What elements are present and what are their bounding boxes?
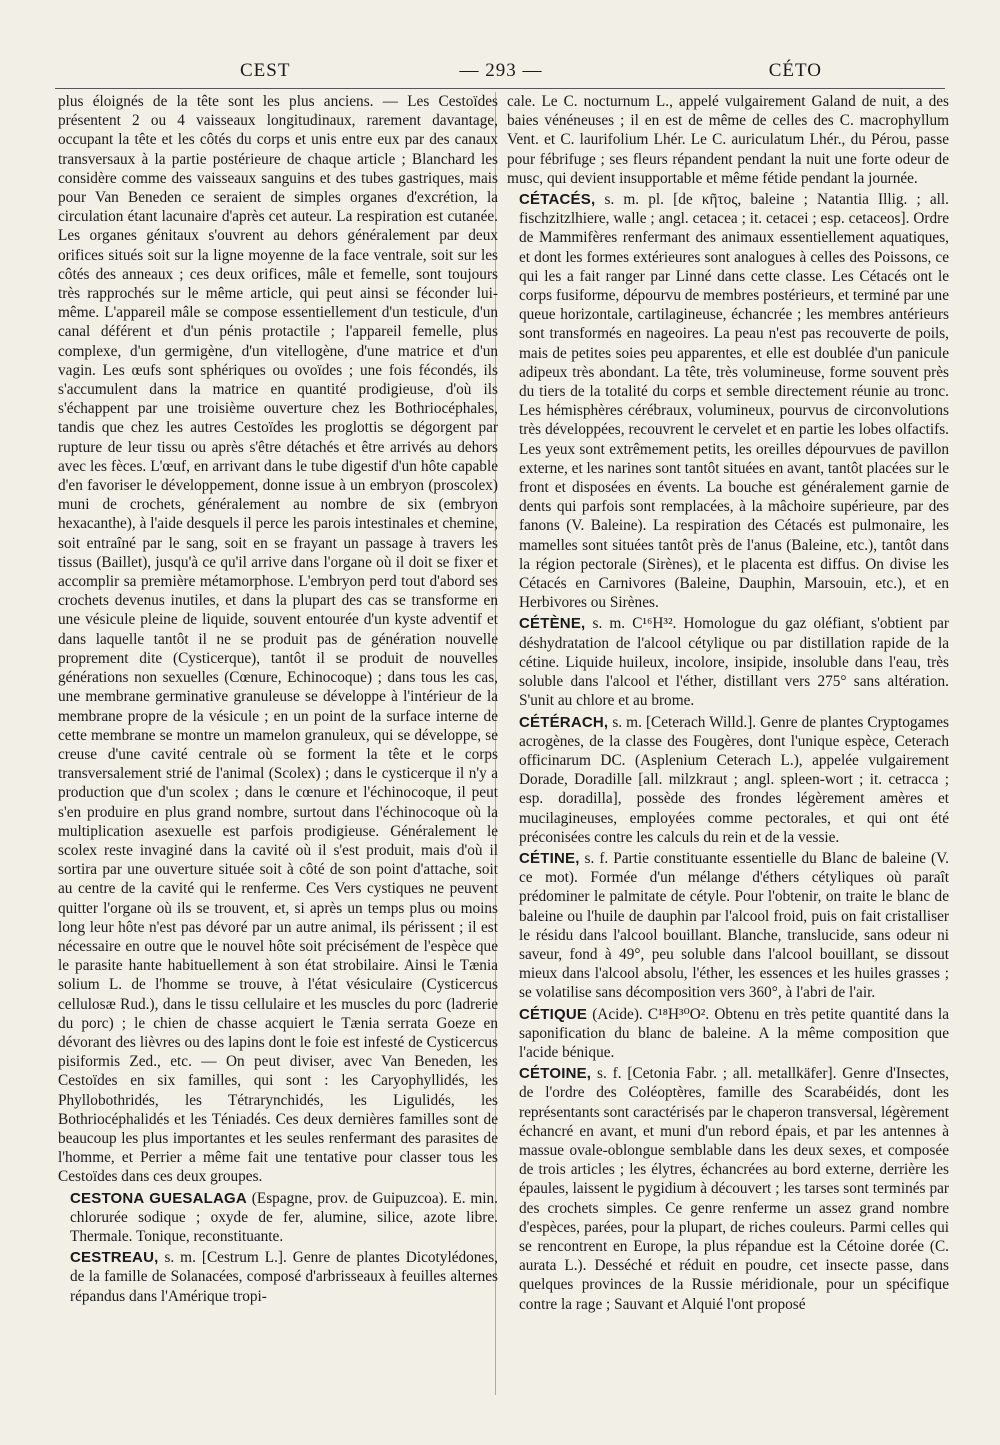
header-rule — [55, 88, 945, 89]
running-header — [60, 60, 942, 90]
dictionary-entry — [507, 614, 949, 710]
entry-body: s. f. [Cetonia Fabr. ; all. metallkäfer]. Genre d'Insectes, de l'ordre des Coléoptères, famille des Scarabéidés, dont les représentants sont caractérisés par le chaperon transversal, légèrement échancré en avant, et muni d'un rebord épais, et par les antennes à massue ovale-oblongue semblable dans les deux sexes, et composée de trois articles ; les élytres, échancrées au bord externe, derrière les épaules, laissent le pygidium à découvert ; les tarses sont terminés par des crochets simples. Ce genre renferme un assez grand nombre d'espèces, parées, pour la plupart, de riches couleurs. Parmi celles qui se rencontrent en Europe, la plus répandue est la Cétoine dorée (C. aurata L.). Desséché et réduit en poudre, cet insecte passe, dans quelques provinces de la Russie méridionale, pour un spécifique contre la rage ; Sauvant et Alquié l'ont proposé — [519, 1065, 949, 1313]
entry-headword: CÉTÈNE, — [519, 615, 586, 633]
dictionary-entry — [507, 1005, 949, 1063]
entry-headword: CÉTOINE, — [519, 1065, 592, 1083]
header-left-word: CEST — [240, 60, 291, 81]
entry-body: s. m. [Cestrum L.]. Genre de plantes Dicotylédones, de la famille de Solanacées, composé d'arbrisseaux à feuilles alternes répandus dans l'Amérique tropi- — [70, 1249, 498, 1305]
entry-body: (Espagne, prov. de Guipuzcoa). E. min. chlorurée sodique ; oxyde de fer, alumine, silice, azote libre. Thermale. Tonique, reconstituante. — [70, 1189, 498, 1245]
entry-body: s. m. pl. [de κῆτος, baleine ; Natantia Illig. ; all. fischzitzlhiere, walle ; angl. cetacea ; it. cetacei ; esp. cetaceos]. Ordre de Mammifères renfermant des animaux essentiellement aquatiques, et dont les formes extérieures sont analogues à celles des Poissons, ce qui les a fait ranger par Linné dans cette classe. Les Cétacés ont le corps fusiforme, dépourvu de membres postérieurs, et terminé par une queue horizontale, cartilagineuse, échancrée ; les membres antérieurs sont transformés en nageoires. La peau n'est pas recouverte de poils, mais de petites soies peu apparentes, et elle est doublée d'un panicule adipeux très abondant. La tête, très volumineuse, forme souvent près du tiers de la totalité du corps et semble directement réunie au tronc. Les hémisphères cérébraux, volumineux, pourvus de circonvolutions très développées, recouvrent le cervelet et en partie les lobes olfactifs. Les yeux sont extrêmement petits, les oreilles dépourvues de pavillon externe, et les narines sont tantôt situées en avant, tantôt placées sur le front et disposées en évents. La bouche est généralement garnie de dents qui parfois sont remplacées, à la mâchoire supérieure, par des fanons (V. Baleine). La respiration des Cétacés est pulmonaire, les mamelles sont situées tantôt près de l'anus (Baleine, etc.), tantôt dans la région pectorale (Sirènes), et le placenta est diffus. On divise les Cétacés en Carnivores (Baleine, Dauphin, Marsouin, etc.), et en Herbivores ou Sirènes. — [519, 191, 949, 612]
entry-headword: CESTONA GUESALAGA — [70, 1189, 247, 1207]
dictionary-entry — [507, 849, 949, 1003]
entry-body: s. m. C¹⁶H³². Homologue du gaz oléfiant, s'obtient par déshydratation de l'alcool cétylique ou par distillation rapide de la cétine. Liquide huileux, incolore, insipide, insoluble dans l'eau, très soluble dans l'alcool et l'éther, distillant vers 275° sans altération. S'unit au chlore et au brome. — [519, 615, 949, 710]
dictionary-entry — [58, 1248, 498, 1306]
header-right-word: CÉTO — [768, 60, 822, 81]
entry-headword: CÉTINE, — [519, 849, 580, 867]
continuation-paragraph: cale. Le C. nocturnum L., appelé vulgairement Galand de nuit, a des baies vénéneuses ; il en est de même de celles des C. macrophyllum Vent. et C. laurifolium Lhér. Le C. auriculatum Lhér., du Pérou, passe pour fébrifuge ; ses fleurs répandent pendant la nuit une forte odeur de musc, qui devient insupportable et même fétide pendant la journée. — [507, 93, 949, 187]
dictionary-entry — [58, 1189, 498, 1247]
continuation-paragraph: plus éloignés de la tête sont les plus anciens. — Les Cestoïdes présentent 2 ou 4 vaisseaux longitudinaux, rarement davantage, occupant la tête et les côtés du corps et unis entre eux par des canaux transversaux à la partie postérieure de chaque article ; Blanchard les considère comme des vaisseaux sanguins et des tubes gastriques, mais pour Van Beneden ce seraient de simples organes d'excrétion, la circulation étant lacunaire d'après cet auteur. La respiration est cutanée. Les organes génitaux s'ouvrent au dehors généralement par deux orifices situés soit sur la ligne moyenne de la face ventrale, soit sur les côtés des anneaux ; ces deux orifices, mâle et femelle, sont toujours très rapprochés sur le même article, qui peut ainsi se féconder lui-même. L'appareil mâle se compose essentiellement d'un testicule, d'un canal déférent et d'un pénis protactile ; l'appareil femelle, plus complexe, d'un germigène, d'un vitellogène, d'une matrice et d'un vagin. Les œufs sont sphériques ou ovoïdes ; une fois fécondés, ils s'accumulent dans la matrice en quantité prodigieuse, d'où ils s'échappent par une troisième ouverture chez les Bothriocéphales, tandis que chez les autres Cestoïdes les proglottis se dégorgent par rupture de leur tissu ou après s'être détachés et être arrivés au dehors avec les fèces. L'œuf, en arrivant dans le tube digestif d'un hôte capable d'en favoriser le développement, donne issue à un embryon (proscolex) muni de crochets, généralement au nombre de six (embryon hexacanthe), à l'aide desquels il perce les parois intestinales et chemine, soit entraîné par le sang, soit en se frayant un passage à travers les tissus (Baillet), jusqu'à ce qu'il arrive dans l'organe où il doit se fixer et accomplir sa première métamorphose. L'embryon perd tout d'abord ses crochets devenus inutiles, et dans la plupart des cas se transforme en une vésicule pleine de liquide, souvent entourée d'un kyste adventif et dans laquelle tantôt il ne se produit pas de génération nouvelle proprement dite (Cysticerque), tantôt il se produit de nouvelles générations non sexuelles (Cœnure, Echinocoque) ; dans tous les cas, une membrane germinative granuleuse se développe à l'intérieur de la membrane propre de la vésicule ; en un point de la surface interne de cette membrane se montre un mamelon granuleux, qui se développe, se creuse d'une cavité centrale où se forment la tête et le corps transversalement strié de l'animal (Scolex) ; dans le cysticerque il n'y a production que d'un scolex ; dans le cœnure et l'échinocoque, il peut s'en produire en plus grand nombre, surtout dans l'échinocoque où la multiplication asexuelle est parfois prodigieuse. Généralement le scolex reste invaginé dans la cavité où il s'est produit, mais d'où il sortira par une ouverture située soit à côté de son point d'attache, soit au centre de la cavité qui le renferme. Ces Vers cystiques ne peuvent quitter l'organe où ils se trouvent, et, si après un temps plus ou moins long leur hôte n'est pas dévoré par un autre animal, ils périssent ; il est nécessaire en outre que le nouvel hôte soit précisément de l'espèce que le parasite hante habituellement à son état strobilaire. Ainsi le Tænia solium L. de l'homme se trouve, à l'état vésiculaire (Cysticercus cellulosæ Rud.), dans le tissu cellulaire et les muscles du porc (ladrerie du porc) ; le chien de chasse acquiert le Tænia serrata Goeze en dévorant des lièvres ou des lapins dont le foie est infesté de Cysticercus pisiformis Zed., etc. — On peut diviser, avec Van Beneden, les Cestoïdes en six familles, qui sont : les Caryophyllidés, les Phyllobothridés, les Tétrarynchidés, les Ligulidés, les Bothriocéphalidés et les Téniadés. Ces deux dernières familles sont de beaucoup les plus importantes et les seules renfermant des parasites de l'homme, et Perrier a même fait une tentative pour classer tous les Cestoïdes dans ces deux groupes. — [58, 93, 498, 1186]
entry-headword: CÉTÉRACH, — [519, 713, 609, 731]
dictionary-entry — [507, 713, 949, 847]
entry-headword: CÉTACÉS, — [519, 191, 596, 209]
entry-headword: CÉTIQUE — [519, 1005, 588, 1023]
right-column — [507, 92, 949, 1314]
dictionary-entry — [507, 1064, 949, 1314]
entry-body: s. f. Partie constituante essentielle du Blanc de baleine (V. ce mot). Formée d'un mélange d'éthers cétyliques où paraît prédominer le palmitate de cétyle. Pour l'obtenir, on traite le blanc de baleine ou l'huile de dauphin par l'alcool froid, puis on fait cristalliser le résidu dans l'alcool bouillant. Blanche, translucide, sans odeur ni saveur, fond à 49°, peu soluble dans l'alcool bouillant, se dissout mieux dans l'alcool absolu, l'éther, les essences et les huiles grasses ; se volatilise sans décomposition vers 360°, à l'abri de l'air. — [519, 849, 949, 1002]
page-number: — 293 — — [459, 60, 543, 81]
entry-headword: CESTREAU, — [70, 1249, 159, 1267]
left-column — [58, 92, 498, 1306]
dictionary-entry — [507, 190, 949, 612]
entry-body: s. m. [Ceterach Willd.]. Genre de plantes Cryptogames acrogènes, de la classe des Fougères, dont l'unique espèce, Ceterach officinarum DC. (Asplenium Ceterach L.), appelée vulgairement Dorade, Doradille [all. milzkraut ; angl. spleen-wort ; it. cetracca ; esp. doradilla], possède des frondes légèrement amères et mucilagineuses, employées comme pectorales, et qui ont été préconisées contre les calculs du rein et de la vessie. — [519, 713, 949, 846]
entry-body: (Acide). C¹⁸H³⁰O². Obtenu en très petite quantité dans la saponification du blanc de baleine. A la même composition que l'acide bénique. — [519, 1005, 949, 1061]
